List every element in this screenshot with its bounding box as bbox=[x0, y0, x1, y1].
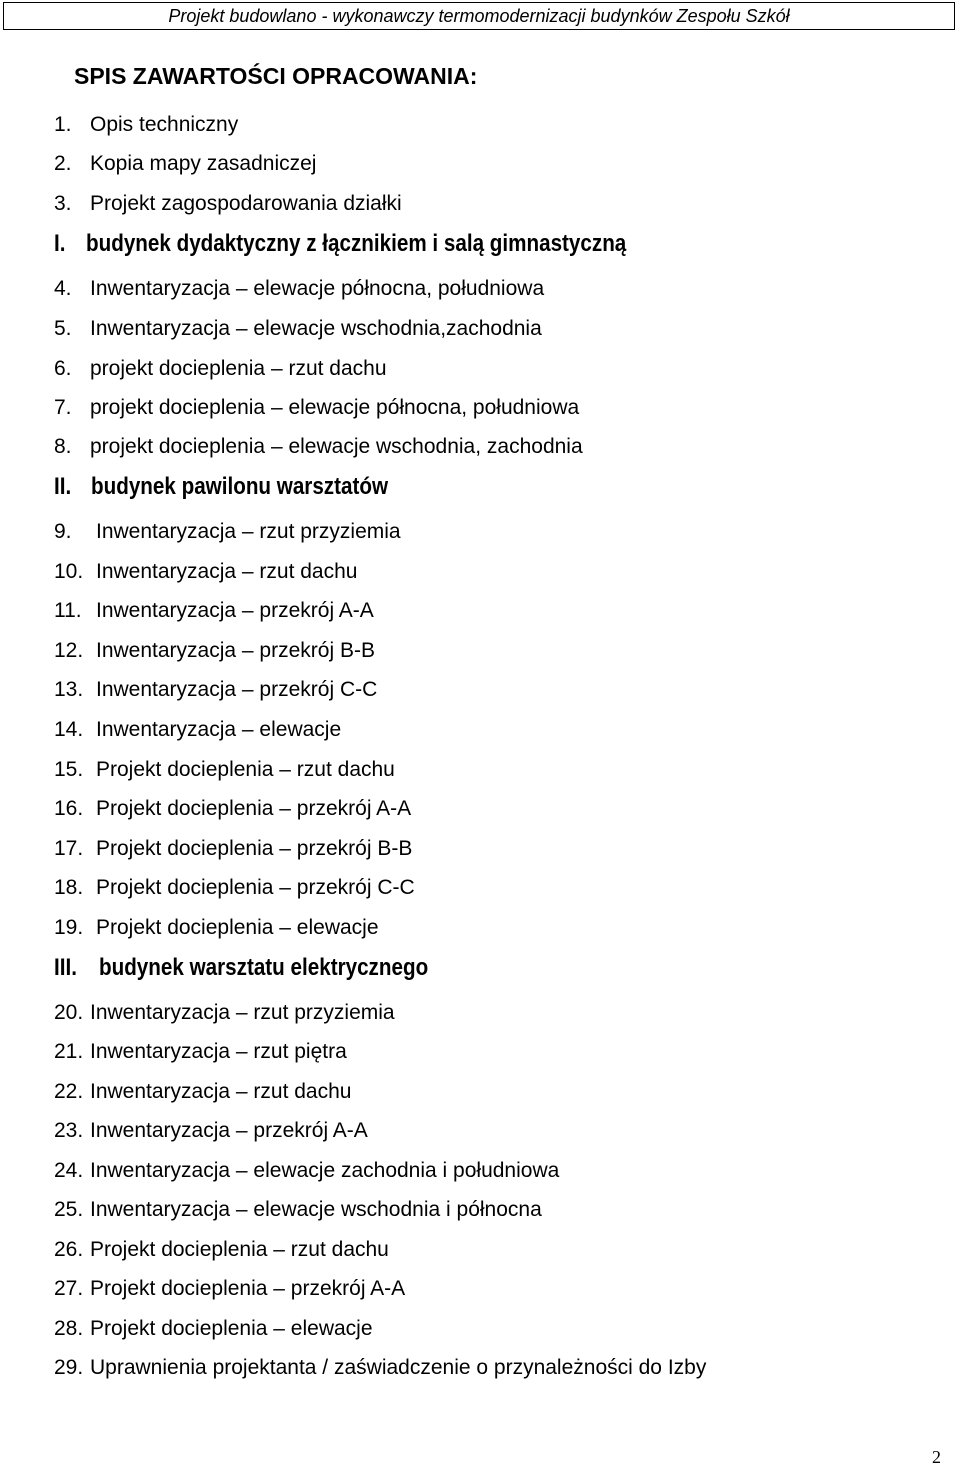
toc-entry-title: Inwentaryzacja – rzut przyziemia bbox=[90, 1001, 395, 1024]
toc-entry bbox=[54, 395, 579, 421]
toc-entry bbox=[54, 717, 341, 743]
toc-entry-title: Inwentaryzacja – przekrój A-A bbox=[96, 599, 374, 622]
toc-entry-title: Inwentaryzacja – przekrój A-A bbox=[90, 1119, 368, 1142]
toc-entry bbox=[54, 677, 377, 703]
toc-entry-title: Kopia mapy zasadniczej bbox=[90, 152, 317, 175]
toc-entry-number: 11. bbox=[54, 599, 82, 622]
toc-entry bbox=[54, 915, 379, 941]
toc-entry bbox=[54, 1316, 373, 1342]
toc-entry-number: 1. bbox=[54, 113, 72, 136]
toc-entry bbox=[54, 757, 395, 783]
toc-entry-number: 5. bbox=[54, 317, 72, 340]
toc-entry-number: 4. bbox=[54, 277, 72, 300]
section-title: budynek pawilonu warsztatów bbox=[90, 473, 389, 500]
toc-entry-title: Projekt docieplenia – przekrój B-B bbox=[96, 837, 413, 860]
toc-entry-title: Inwentaryzacja – elewacje bbox=[96, 718, 342, 741]
toc-entry bbox=[54, 1158, 559, 1184]
toc-entry bbox=[54, 519, 401, 545]
toc-entry bbox=[54, 1197, 542, 1223]
toc-entry-title: Inwentaryzacja – rzut dachu bbox=[90, 1080, 352, 1103]
toc-entry-number: 13. bbox=[54, 678, 84, 701]
toc-entry bbox=[54, 1118, 368, 1144]
section-heading bbox=[54, 230, 626, 258]
toc-entry bbox=[54, 598, 374, 624]
toc-entry-title: Inwentaryzacja – rzut piętra bbox=[90, 1040, 347, 1063]
toc-entry bbox=[54, 1276, 405, 1302]
section-heading bbox=[54, 473, 388, 501]
toc-entry-title: projekt docieplenia – elewacje wschodnia, zachodnia bbox=[90, 435, 583, 458]
toc-entry-number: 22. bbox=[54, 1080, 84, 1103]
toc-entry-title: Projekt docieplenia – przekrój A-A bbox=[96, 797, 412, 820]
toc-entry-number: 24. bbox=[54, 1159, 84, 1182]
toc-entry bbox=[54, 875, 415, 901]
toc-entry-title: Inwentaryzacja – rzut przyziemia bbox=[96, 520, 401, 543]
toc-entry-title: Projekt docieplenia – rzut dachu bbox=[96, 758, 395, 781]
toc-entry bbox=[54, 796, 411, 822]
toc-entry-number: 14. bbox=[54, 718, 84, 741]
toc-entry-number: 6. bbox=[54, 357, 72, 380]
toc-entry bbox=[54, 112, 238, 138]
toc-entry-title: Inwentaryzacja – elewacje północna, południowa bbox=[90, 277, 545, 300]
toc-entry-title: Projekt docieplenia – przekrój A-A bbox=[90, 1277, 406, 1300]
section-number: II. bbox=[54, 473, 72, 500]
running-header-text: Projekt budowlano - wykonawczy termomodernizacji budynków Zespołu Szkół bbox=[168, 5, 790, 26]
toc-entry-title: Projekt docieplenia – przekrój C-C bbox=[96, 876, 415, 899]
toc-entry bbox=[54, 1000, 395, 1026]
toc-entry bbox=[54, 276, 544, 302]
toc-entry-number: 25. bbox=[54, 1198, 84, 1221]
toc-entry-number: 8. bbox=[54, 435, 72, 458]
toc-entry bbox=[54, 151, 316, 177]
toc-entry-title: Projekt docieplenia – elewacje bbox=[96, 916, 379, 939]
toc-entry-title: projekt docieplenia – elewacje północna, południowa bbox=[90, 396, 580, 419]
toc-entry bbox=[54, 191, 402, 217]
toc-entry-number: 27. bbox=[54, 1277, 84, 1300]
toc-entry bbox=[54, 1079, 351, 1105]
page-number: 2 bbox=[932, 1447, 941, 1467]
section-number: III. bbox=[54, 954, 77, 981]
running-header bbox=[3, 2, 955, 30]
toc-entry-title: Projekt docieplenia – rzut dachu bbox=[90, 1238, 389, 1261]
toc-entry bbox=[54, 1355, 706, 1381]
toc-entry bbox=[54, 316, 542, 342]
section-title: budynek warsztatu elektrycznego bbox=[98, 954, 429, 981]
toc-entry-number: 19. bbox=[54, 916, 84, 939]
toc-entry-number: 26. bbox=[54, 1238, 84, 1261]
toc-entry-title: Uprawnienia projektanta / zaświadczenie o przynależności do Izby bbox=[90, 1356, 707, 1379]
toc-entry-number: 28. bbox=[54, 1317, 84, 1340]
toc-entry-number: 15. bbox=[54, 758, 84, 781]
toc-entry-number: 16. bbox=[54, 797, 84, 820]
toc-entry-number: 29. bbox=[54, 1356, 84, 1379]
toc-entry bbox=[54, 836, 412, 862]
section-number: I. bbox=[54, 230, 66, 257]
toc-entry-title: Opis techniczny bbox=[90, 113, 239, 136]
toc-entry-number: 23. bbox=[54, 1119, 84, 1142]
section-title: budynek dydaktyczny z łącznikiem i salą gimnastyczną bbox=[85, 230, 627, 257]
toc-entry-number: 9. bbox=[54, 520, 72, 543]
toc-entry-number: 12. bbox=[54, 639, 84, 662]
toc-entry-number: 7. bbox=[54, 396, 72, 419]
toc-entry-number: 17. bbox=[54, 837, 84, 860]
toc-entry-title: Projekt zagospodarowania działki bbox=[90, 192, 402, 215]
toc-entry-title: Inwentaryzacja – elewacje wschodnia i północna bbox=[90, 1198, 542, 1221]
toc-entry-title: Inwentaryzacja – przekrój C-C bbox=[96, 678, 378, 701]
toc-entry-number: 21. bbox=[54, 1040, 84, 1063]
toc-title: SPIS ZAWARTOŚCI OPRACOWANIA: bbox=[74, 63, 478, 89]
toc-entry-title: Inwentaryzacja – przekrój B-B bbox=[96, 639, 375, 662]
section-heading bbox=[54, 954, 428, 982]
toc-entry-number: 2. bbox=[54, 152, 72, 175]
toc-entry-title: Inwentaryzacja – rzut dachu bbox=[96, 560, 358, 583]
toc-entry-title: Inwentaryzacja – elewacje wschodnia,zachodnia bbox=[90, 317, 542, 340]
toc-entry bbox=[54, 1237, 389, 1263]
toc-entry-number: 10. bbox=[54, 560, 84, 583]
toc-entry bbox=[54, 638, 375, 664]
toc-entry-title: projekt docieplenia – rzut dachu bbox=[90, 357, 387, 380]
toc-entry bbox=[54, 356, 387, 382]
toc-entry bbox=[54, 434, 583, 460]
toc-entry-number: 3. bbox=[54, 192, 72, 215]
toc-entry bbox=[54, 1039, 347, 1065]
toc-entry-number: 18. bbox=[54, 876, 84, 899]
toc-entry-title: Inwentaryzacja – elewacje zachodnia i południowa bbox=[90, 1159, 560, 1182]
toc-entry-number: 20. bbox=[54, 1001, 84, 1024]
toc-entry-title: Projekt docieplenia – elewacje bbox=[90, 1317, 373, 1340]
toc-entry bbox=[54, 559, 357, 585]
